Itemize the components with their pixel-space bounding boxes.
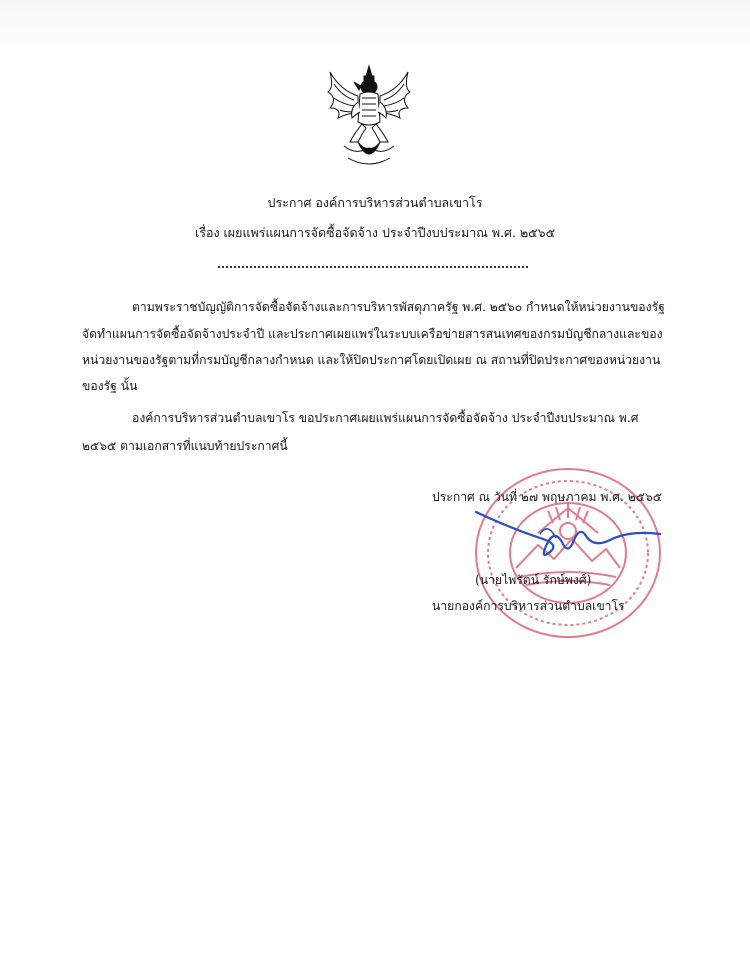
paragraph-1-line-1: ตามพระราชบัญญัติการจัดซื้อจัดจ้างและการบริหารพัสดุภาครัฐ พ.ศ. ๒๕๖๐ กำหนดให้หน่วยงานของรัฐ [132,300,665,314]
paragraph-1-line-4: ของรัฐ นั้น [82,379,138,393]
signer-name: (นายไพรัตน์ รักษ์พงศ์) [475,573,592,587]
paragraph-1-line-3: หน่วยงานของรัฐตามที่กรมบัญชีกลางกำหนด และให้ปิดประกาศโดยเปิดเผย ณ สถานที่ปิดประกาศของหน่วยงาน [82,353,661,367]
paragraph-2-line-1: องค์การบริหารส่วนตำบลเขาโร ขอประกาศเผยแพร่แผนการจัดซื้อจัดจ้าง ประจำปีงบประมาณ พ.ศ [132,411,639,425]
paragraph-2-line-2: ๒๕๖๕ ตามเอกสารที่แนบท้ายประกาศนี้ [82,439,288,453]
announcement-subject: เรื่อง เผยแพร่แผนการจัดซื้อจัดจ้าง ประจำปีงบประมาณ พ.ศ. ๒๕๖๕ [194,225,556,240]
paragraph-1-line-2: จัดทำแผนการจัดซื้อจัดจ้างประจำปี และประกาศเผยแพร่ในระบบเครือข่ายสารสนเทศของกรมบัญชีกลางและของ [82,327,663,341]
signer-title: นายกองค์การบริหารส่วนตำบลเขาโร [432,599,625,613]
announcement-title: ประกาศ องค์การบริหารส่วนตำบลเขาโร [267,195,483,210]
dotted-divider [218,266,528,268]
announcement-date: ประกาศ ณ วันที่ ๒๗ พฤษภาคม พ.ศ. ๒๕๖๕ [432,490,662,504]
signature-mark [470,498,670,568]
garuda-emblem-icon [324,62,414,170]
